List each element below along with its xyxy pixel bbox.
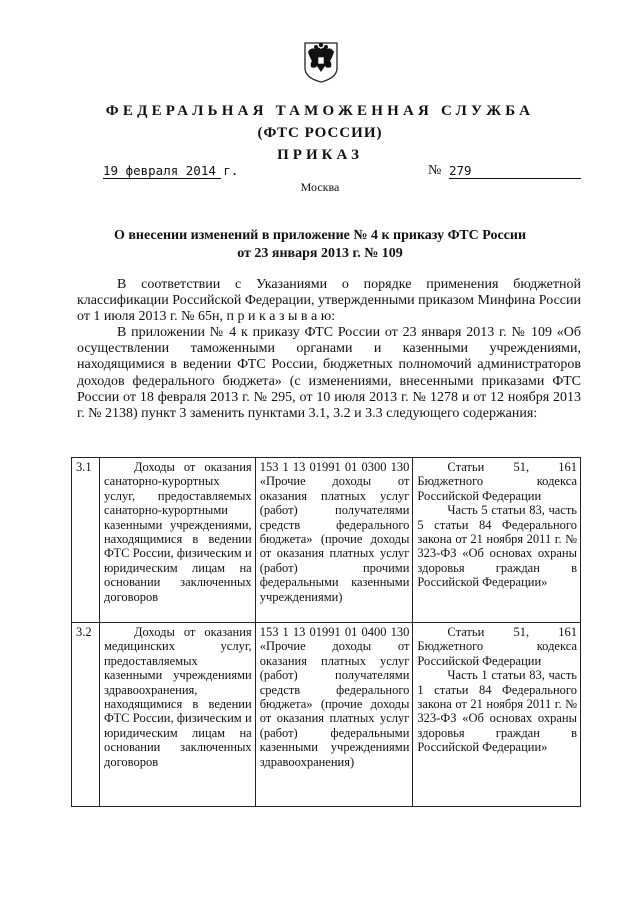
legal-basis-federal-law: Часть 5 статьи 83, часть 5 статьи 84 Федерального закона от 21 ноября 2011 г. № 323-ФЗ «Об основах охраны здоровья граждан в Российской Федерации» (417, 503, 577, 590)
legal-basis (413, 623, 581, 807)
document-title (0, 227, 640, 263)
budget-code: 153 1 13 01991 01 0400 130 «Прочие доходы от оказания платных услуг (работ) получателями средств федерального бюджета» (прочие доходы от оказания платных услуг (работ) федеральными казенными учреждениями здравоохранения) (255, 623, 413, 807)
item-number: 3.2 (72, 623, 100, 807)
body-paragraph-2: В приложении № 4 к приказу ФТС России от 23 января 2013 г. № 109 «Об осуществлении таможенными органами и казенными учреждениями, находящимися в ведении ФТС России, бюджетных полномочий администраторов доходов федерального бюджета» (с изменениями, внесенными приказами ФТС России от 18 февраля 2013 г. № 295, от 10 июля 2013 г. № 1278 и от 12 ноября 2013 г. № 2138) пункт 3 заменить пунктами 3.1, 3.2 и 3.3 следующего содержания: (77, 325, 581, 422)
organization-name: ФЕДЕРАЛЬНАЯ ТАМОЖЕННАЯ СЛУЖБА (105, 103, 535, 119)
city: Москва (300, 180, 340, 194)
table-row (72, 623, 581, 807)
document-type: ПРИКАЗ (277, 147, 363, 163)
legal-basis-budget-code: Статьи 51, 161 Бюджетного кодекса Российской Федерации (417, 460, 577, 503)
title-line-2: от 23 января 2013 г. № 109 (237, 246, 403, 261)
body-paragraph-1: В соответствии с Указаниями о порядке применения бюджетной классификации Российской Федерации, утвержденными приказом Минфина России от 1 июля 2013 г. № 65н, п р и к а з ы в а ю: (77, 277, 581, 325)
coat-of-arms-icon (302, 40, 340, 84)
organization-short-name: (ФТС РОССИИ) (257, 125, 383, 141)
order-number-label: № (428, 163, 442, 178)
order-number: 279 (449, 163, 581, 179)
legal-basis-budget-code: Статьи 51, 161 Бюджетного кодекса Российской Федерации (417, 625, 577, 668)
order-date: 19 февраля 2014 г. (103, 163, 239, 178)
income-description: Доходы от оказания медицинских услуг, предоставляемых казенными учреждениями здравоохранения, находящимися в ведении ФТС России, физическим и юридическим лицам на основании заключенных договоров (99, 623, 255, 807)
budget-code: 153 1 13 01991 01 0300 130 «Прочие доходы от оказания платных услуг (работ) получателями средств федерального бюджета» (прочие доходы от оказания платных услуг (работ) прочими федеральными казенными учреждениями) (255, 458, 413, 623)
amendments-table (71, 457, 581, 807)
table-row (72, 458, 581, 623)
title-line-1: О внесении изменений в приложение № 4 к приказу ФТС России (113, 228, 527, 243)
income-description: Доходы от оказания санаторно-курортных услуг, предоставляемых санаторно-курортными казенными учреждениями, находящимися в ведении ФТС России, физическим и юридическим лицам на основании заключенных договоров (99, 458, 255, 623)
legal-basis-federal-law: Часть 1 статьи 83, часть 1 статьи 84 Федерального закона от 21 ноября 2011 г. № 323-ФЗ «Об основах охраны здоровья граждан в Российской Федерации» (417, 668, 577, 755)
item-number: 3.1 (72, 458, 100, 623)
legal-basis (413, 458, 581, 623)
